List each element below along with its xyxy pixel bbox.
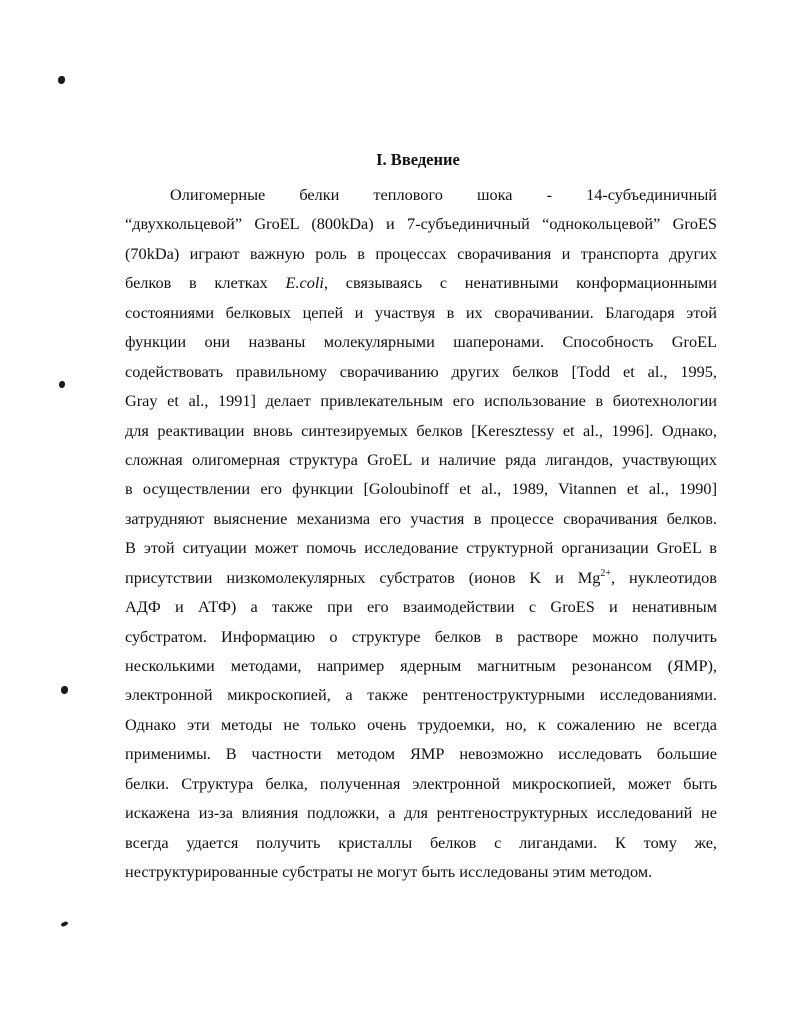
text-line: неструктурированные субстраты не могут быть исследованы этим методом. <box>125 862 653 882</box>
text-line: белки. Структура белка, полученная электронной микроскопией, может быть <box>125 773 717 793</box>
text-line: несколькими методами, например ядерным магнитным резонансом (ЯМР), <box>125 656 717 675</box>
binder-hole-mark <box>60 921 68 928</box>
text-line: Однако эти методы не только очень трудоемки, но, к сожалению не всегда <box>125 714 717 734</box>
text-line: АДФ и АТФ) а также при его взаимодействии с GroES и ненативным <box>125 597 717 617</box>
binder-hole-mark <box>59 381 65 388</box>
text-line: содействовать правильному сворачиванию других белков [Todd et al., 1995, <box>125 361 717 381</box>
section-heading: I. Введение <box>376 150 460 169</box>
body-paragraph <box>125 180 717 887</box>
text-line: в осуществлении его функции [Goloubinoff et al., 1989, Vitannen et al., 1990] <box>125 479 717 499</box>
binder-hole-mark <box>61 686 68 694</box>
text-line: В этой ситуации может помочь исследование структурной организации GroEL в <box>125 538 717 558</box>
text-line: субстратом. Информацию о структуре белков в растворе можно получить <box>125 626 717 646</box>
text-line: белков в клетках E.coli, связываясь с ненативными конформационными <box>125 273 717 293</box>
text-line: (70kDa) играют важную роль в процессах сворачивания и транспорта других <box>125 243 717 263</box>
text-line: электронной микроскопией, а также рентгеноструктурными исследованиями. <box>125 685 717 705</box>
text-line: затрудняют выяснение механизма его участия в процессе сворачивания белков. <box>125 508 717 528</box>
text-line: состояниями белковых цепей и участвуя в их сворачивании. Благодаря этой <box>125 302 717 322</box>
text-line: “двухкольцевой” GroEL (800kDa) и 7-субъединичный “однокольцевой” GroES <box>125 214 717 234</box>
text-line: Gray et al., 1991] делает привлекательным его использование в биотехнологии <box>125 391 717 411</box>
text-line: искажена из-за влияния подложки, а для рентгеноструктурных исследований не <box>125 803 717 823</box>
binder-hole-mark <box>58 76 65 84</box>
text-line: всегда удается получить кристаллы белков с лигандами. К тому же, <box>125 832 717 852</box>
text-line: применимы. В частности методом ЯМР невозможно исследовать большие <box>125 744 717 764</box>
text-line: Олигомерные белки теплового шока - 14-субъединичный <box>170 185 717 204</box>
text-line: сложная олигомерная структура GroEL и наличие ряда лигандов, участвующих <box>125 449 717 469</box>
text-line: для реактивации вновь синтезируемых белков [Keresztessy et al., 1996]. Однако, <box>125 420 717 440</box>
text-line: присутствии низкомолекулярных субстратов (ионов K и $Mg^{2+}$, нуклеотидов <box>125 567 717 587</box>
text-line: функции они названы молекулярными шаперонами. Способность GroEL <box>125 332 717 352</box>
